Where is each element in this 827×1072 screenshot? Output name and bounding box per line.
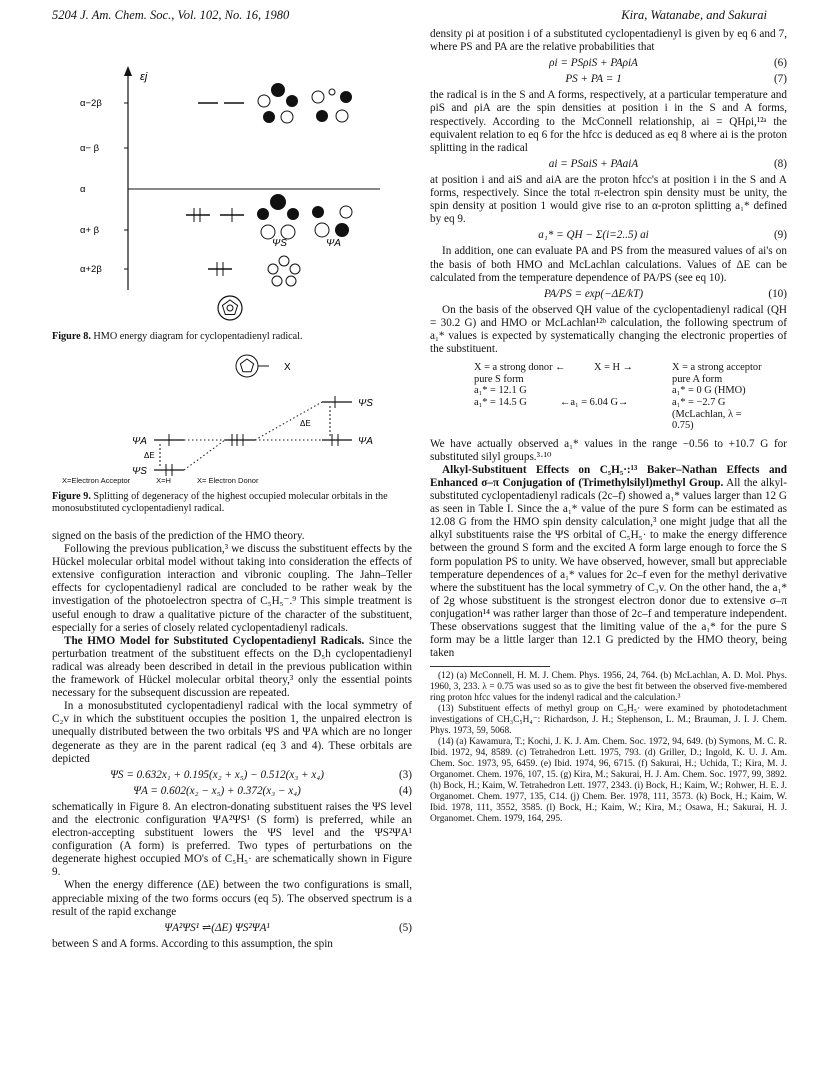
psi-a-label-acceptor: ΨA xyxy=(132,436,147,447)
paragraph: Following the previous publication,³ we discuss the substituent effects by the Hückel molecular orbital model without taking into consideration the effects of extensive configuration interaction and vibronic coupling. The Jahn–Teller effects for cyclopentadienyl radical are concluded to be rather weak by the investigation of the photoelectron spectra of C₅H₅⁻.⁹ This simple treatment is useful enough to draw a qualitative picture of the character of the substituent, especially for a series of closely related cyclopentadienyl radicals. xyxy=(52,543,412,634)
orbital-sketch-lowest xyxy=(268,256,300,286)
psi-s-label-acceptor: ΨS xyxy=(132,466,147,477)
equation-5 xyxy=(52,922,412,935)
equation-number: (9) xyxy=(773,229,787,242)
equation-body: ρi = PSρiS + PAρiA xyxy=(549,57,638,70)
energy-axis-label: εj xyxy=(140,71,148,83)
level-label: α xyxy=(80,184,86,195)
paragraph xyxy=(430,464,787,660)
mo-level-lowest xyxy=(208,262,232,276)
substituent-spectrum-scheme xyxy=(474,362,787,432)
paragraph-text: Since the perturbation treatment of the substituent effects on the D₅h cyclopentadienyl radical was already been described in detail in the previous publication within the framework of Hückel molecular orbital theory,³ only the essential points necessary for the subsequent discussion are repeated. xyxy=(52,634,412,700)
equation-6 xyxy=(430,57,787,70)
left-column-body xyxy=(52,530,412,951)
scheme-line xyxy=(594,374,672,386)
psi-s-label: ΨS xyxy=(272,238,287,249)
figure-9-caption-label: Figure 9. xyxy=(52,491,91,502)
scheme-line: a₁* = 14.5 G xyxy=(474,396,527,408)
equation-9 xyxy=(430,229,787,242)
scheme-line: X = a strong donor ← xyxy=(474,362,566,374)
footnote-rule xyxy=(430,666,550,667)
cyclopentadienyl-ring-icon xyxy=(218,296,242,320)
equation-3 xyxy=(52,769,412,782)
equation-body: PS + PA = 1 xyxy=(565,73,622,86)
scheme-column-h xyxy=(560,362,672,432)
paragraph: When the energy difference (ΔE) between the two configurations is small, appreciable mixing of the two forms occurs (eq 5). The observed spectrum is a result of the rapid exchange xyxy=(52,879,412,918)
scheme-line: a₁* = −2.7 G xyxy=(672,396,726,408)
mo-level-singly-occupied xyxy=(220,208,244,222)
paragraph: signed on the basis of the prediction of the HMO theory. xyxy=(52,530,305,542)
equation-10 xyxy=(430,288,787,301)
figure-9-caption xyxy=(52,491,412,515)
axis-arrow-icon xyxy=(124,66,132,76)
equation-8 xyxy=(430,158,787,171)
paragraph: In addition, one can evaluate PA and PS from the measured values of ai's on the basis of both HMO and McLachlan calculations. Values of ΔE can be calculated from the temperature dependence of PA/PS (see eq 10). xyxy=(430,245,787,284)
scheme-line: (McLachlan, λ = xyxy=(672,408,742,420)
orbital-sketch-psi-s xyxy=(257,194,299,239)
figure-8-diagram xyxy=(60,60,410,322)
equation-body: PA/PS = exp(−ΔE/kT) xyxy=(543,287,644,300)
footnote: (13) Substituent effects of methyl group on C₅H₅· were examined by photodetachment investigations of CH₃C₅H₄⁻: Richardson, J. H.; Stephenson, L. M.; Brauman, J. I. J. Chem. Phys. 1973, 59, 5068. xyxy=(430,704,787,737)
equation-body: ΨA = 0.602(x₂ − x₅) + 0.372(x₃ − x₄) xyxy=(133,784,301,797)
scheme-line: X = a strong acceptor xyxy=(672,362,762,374)
equation-number: (7) xyxy=(773,73,787,86)
paragraph xyxy=(52,635,412,700)
equation-number: (4) xyxy=(398,784,412,797)
scheme-line: a₁* = 12.1 G xyxy=(474,385,527,397)
level-label: α+ β xyxy=(80,225,100,236)
level-label: α− β xyxy=(80,143,100,154)
figure-8-caption xyxy=(52,331,412,343)
paragraph-text: All the alkyl-substituted cyclopentadienyl radicals (2c–f) showed a₁* values larger than 12 G as seen in Table I. Since the a₁* value of the pure S form can be estimated as 12.08 G from the HMO spin density calculation,³ one might judge that all the alkyl substituents raise the ΨS orbital of C₅H₅· to make the energy difference between the ground S form and the excited A form large enough to force the S form population PS to unity. We have observed, however, small but appreciable temperature dependences of a₁* values for 2c–f even for the methyl derivative where the substituent has the local symmetry of C₃v. On the other hand, the a₁* of 2g whose substituent is the strongest electron donor due to extensive σ–π conjugation¹⁴ was rather larger than those of 2c–f and temperature independent. These observations suggest that the limiting value of the a₁* for the pure S form may be a little larger than 12.1 G predicted by the HMO theory, being taken xyxy=(430,477,787,660)
scheme-line: 0.75) xyxy=(672,420,694,432)
paragraph: density ρi at position i of a substituted cyclopentadienyl is given by eq 6 and 7, where PS and PA are the relative probabilities that xyxy=(430,28,787,54)
scheme-line xyxy=(594,385,672,397)
equation-number: (6) xyxy=(773,57,787,70)
scheme-line: X = H → xyxy=(594,362,634,374)
equation-4 xyxy=(52,785,412,798)
equation-body: ai = PSaiS + PAaiA xyxy=(548,157,639,170)
legend-donor: X= Electron Donor xyxy=(196,476,259,485)
figure-8-caption-label: Figure 8. xyxy=(52,331,91,342)
legend-h: X=H xyxy=(156,476,171,485)
figure-9-legend xyxy=(62,476,402,485)
paragraph: We have actually observed a₁* values in the range −0.56 to +10.7 G for substituted silyl groups.³·¹⁰ xyxy=(430,437,787,463)
scheme-line: pure S form xyxy=(474,373,524,385)
scheme-line: a₁* = 0 G (HMO) xyxy=(672,385,746,397)
figure-8-caption-text: HMO energy diagram for cyclopentadienyl radical. xyxy=(90,331,303,342)
delta-e-label-acceptor: ΔE xyxy=(144,451,155,460)
psi-s-label-donor: ΨS xyxy=(358,398,373,409)
psi-a-label: ΨA xyxy=(326,238,341,249)
substituent-x-label: X xyxy=(284,362,291,373)
scheme-line: ←a₁ = 6.04 G→ xyxy=(560,396,629,408)
equation-body: ΨS = 0.632x₁ + 0.195(x₂ + x₅) − 0.512(x₃ + x₄) xyxy=(110,768,324,781)
level-label: α+2β xyxy=(80,264,102,275)
correlation-line xyxy=(255,402,322,440)
section-heading: Alkyl-Substituent Effects on C₅H₅·:¹³ Baker–Nathan Effects and Enhanced σ–π Conjugation of (Trimethylsilyl)methyl Group. xyxy=(430,463,787,489)
equation-number: (5) xyxy=(398,921,412,934)
section-heading: The HMO Model for Substituted Cyclopentadienyl Radicals. xyxy=(64,634,365,647)
footnote: (12) (a) McConnell, H. M. J. Chem. Phys. 1956, 24, 764. (b) McLachlan, A. D. Mol. Phys. 1960, 3, 233. λ = 0.75 was used so as to give the best fit between the observed five-membered ring proton hfcc values for the indenyl radical and the calculation.³ xyxy=(430,671,787,704)
right-column-body xyxy=(430,28,787,825)
legend-acceptor: X=Electron Acceptor xyxy=(62,476,131,485)
equation-number: (8) xyxy=(773,157,787,170)
paragraph: at position i and aiS and aiA are the proton hfcc's at position i in the S and A forms, respectively. Since the total π-electron spin density must be unity, the spin density at position 1 would give rise to an α-proton splitting a₁* defined by eq 9. xyxy=(430,173,787,226)
paragraph: schematically in Figure 8. An electron-donating substituent raises the ΨS level and the electronic configuration ΨA²ΨS¹ (S form) is preferred, while an electron-accepting substituent lowers the ΨS level and the ΨS²ΨA¹ configuration (A form) is preferred. Two types of perturbations on the degenerate highest occupied MO's of C₅H₅· are schematically shown in Figure 9. xyxy=(52,800,412,879)
equation-number: (3) xyxy=(398,768,412,781)
orbital-sketch-psi-a xyxy=(312,206,352,237)
level-label: α−2β xyxy=(80,98,102,109)
equation-body: a₁* = QH − Σ(i=2..5) ai xyxy=(538,229,649,242)
correlation-line xyxy=(184,440,225,470)
psi-a-label-donor: ΨA xyxy=(358,436,373,447)
footnote: (14) (a) Kawamura, T.; Kochi, J. K. J. Am. Chem. Soc. 1972, 94, 649. (b) Symons, M. C. R. Ibid. 1972, 94, 8589. (c) Tetrahedron Lett. 1975, 793. (d) Griller, D.; Ingold, K. U. J. Am. Chem. Soc. 1973, 95, 6459. (e) Ibid. 1974, 96, 6715. (f) Sakurai, H.; Uchida, T.; Kira, M. J. Organomet. Chem. 1976, 107, 15. (g) Kira, M.; Sakurai, H. J. Am. Chem. Soc. 1977, 99, 3892. (h) Bock, H.; Kaim, W. Tetrahedron Lett. 1977, 2343. (i) Bock, H.; Kaim, W.; Rohwer, H. E. J. Organomet. Chem. 1977, 135, C14. (j) Chem. Ber. 1978, 111, 3573. (k) Bock, H.; Kaim, W. Ibid. 1978, 111, 3552, 3585. (l) Bock, H.; Kaim, W.; Kira, M.; Osawa, H.; Sakurai, H. J. Organomet. Chem. 1979, 164, 295. xyxy=(430,737,787,825)
equation-body: ΨA²ΨS¹ ⇌(ΔE) ΨS²ΨA¹ xyxy=(164,921,270,934)
orbital-sketch-top-left xyxy=(258,83,298,123)
scheme-column-acceptor xyxy=(672,362,822,432)
equation-number: (10) xyxy=(768,287,787,300)
mo-level-doubly-occupied xyxy=(186,208,210,222)
substituted-ring-icon xyxy=(236,355,269,377)
scheme-line: pure A form xyxy=(672,373,723,385)
orbital-sketch-top-right xyxy=(312,89,352,122)
paragraph: between S and A forms. According to this assumption, the spin xyxy=(52,937,333,950)
level-labels xyxy=(80,98,128,275)
equation-7 xyxy=(430,73,787,86)
running-header-left: 5204 J. Am. Chem. Soc., Vol. 102, No. 16, 1980 xyxy=(52,8,290,22)
footnotes xyxy=(430,671,787,825)
figure-9-caption-text: Splitting of degeneracy of the highest occupied molecular orbitals in the monosubstituted cyclopentadienyl radical. xyxy=(52,491,388,514)
paragraph: On the basis of the observed QH value of the cyclopentadienyl radical (QH = 30.2 G) and HMO or McLachlan¹²ᵇ calculation, the following spectrum of a₁* values is expected by systematically changing the electronic properties of the substituent. xyxy=(430,303,787,356)
paragraph: the radical is in the S and A forms, respectively, at a particular temperature and ρiS and ρiA are the spin densities at position i in the S and A forms, respectively. According to the McConnell relationship, ai = QHρi,¹²ᵃ the equivalent relation to eq 6 for the hfcc is deduced as eq 8 where ai is the proton splitting in the radical xyxy=(430,89,787,154)
paragraph: In a monosubstituted cyclopentadienyl radical with the local symmetry of C₂v in which the substituent occupies the position 1, the unpaired electron is unequally distributed between the two orbitals ΨS and ΨA which are no longer degenerate as they are in the parent radical (eq 3 and 4). These orbitals are depicted xyxy=(52,700,412,765)
running-header-right: Kira, Watanabe, and Sakurai xyxy=(621,8,767,22)
delta-e-label-donor: ΔE xyxy=(300,419,311,428)
figure-9-diagram xyxy=(60,352,410,482)
